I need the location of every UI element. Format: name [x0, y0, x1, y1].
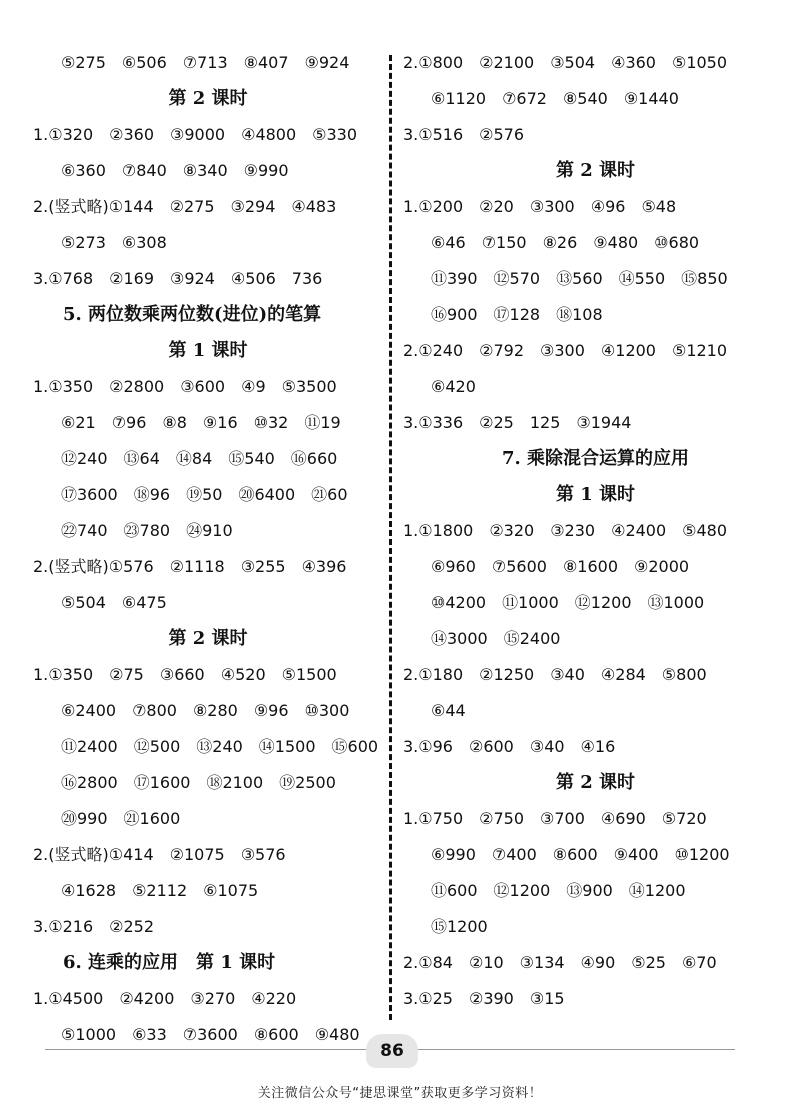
answer-line: ⑥990 ⑦400 ⑧600 ⑨400 ⑩1200	[431, 845, 730, 864]
section-heading: 第 2 课时	[168, 88, 248, 109]
answer-line: ⑥46 ⑦150 ⑧26 ⑨480 ⑩680	[431, 233, 700, 252]
answer-line: 2.①84 ②10 ③134 ④90 ⑤25 ⑥70	[403, 953, 717, 972]
answer-line: 3.①96 ②600 ③40 ④16	[403, 737, 616, 756]
answer-line: 3.①216 ②252	[33, 917, 155, 936]
dashed-divider	[389, 55, 392, 1020]
answer-line: ⑫240 ⑬64 ⑭84 ⑮540 ⑯660	[61, 449, 338, 468]
answer-line: 1.①350 ②2800 ③600 ④9 ⑤3500	[33, 377, 337, 396]
answer-line: ⑤273 ⑥308	[61, 233, 167, 252]
section-heading: 7. 乘除混合运算的应用	[501, 448, 690, 469]
answer-line: ⑥1120 ⑦672 ⑧540 ⑨1440	[431, 89, 679, 108]
answer-line: ⑤1000 ⑥33 ⑦3600 ⑧600 ⑨480	[61, 1025, 360, 1044]
section-heading: 第 2 课时	[168, 628, 248, 649]
answer-line: ⑮1200	[431, 917, 488, 936]
answer-line: 1.①1800 ②320 ③230 ④2400 ⑤480	[403, 521, 728, 540]
answer-line: ⑪390 ⑫570 ⑬560 ⑭550 ⑮850	[431, 269, 728, 288]
section-heading: 第 2 课时	[555, 772, 636, 793]
page-number: 86	[366, 1034, 418, 1068]
section-heading: 第 1 课时	[168, 340, 248, 361]
answer-line: 1.①750 ②750 ③700 ④690 ⑤720	[403, 809, 707, 828]
answer-line: 2.(竖式略)①576 ②1118 ③255 ④396	[33, 557, 347, 576]
answer-line: 1.①350 ②75 ③660 ④520 ⑤1500	[33, 665, 337, 684]
answer-line: ⑪2400 ⑫500 ⑬240 ⑭1500 ⑮600	[61, 737, 379, 756]
answer-line: ⑤275 ⑥506 ⑦713 ⑧407 ⑨924	[61, 53, 350, 72]
answer-line: 2.①240 ②792 ③300 ④1200 ⑤1210	[403, 341, 728, 360]
footer-note: 关注微信公众号“捷思课堂”获取更多学习资料！	[257, 1086, 543, 1101]
answer-line: ⑥960 ⑦5600 ⑧1600 ⑨2000	[431, 557, 690, 576]
answer-line: 1.①200 ②20 ③300 ④96 ⑤48	[403, 197, 677, 216]
answer-line: ④1628 ⑤2112 ⑥1075	[61, 881, 259, 900]
answer-line: ㉒740 ㉓780 ㉔910	[61, 521, 233, 540]
section-heading: 第 2 课时	[555, 160, 636, 181]
answer-line: 1.①320 ②360 ③9000 ④4800 ⑤330	[33, 125, 358, 144]
answer-line: ⑭3000 ⑮2400	[431, 629, 561, 648]
right-column	[403, 45, 788, 1017]
left-column	[33, 45, 383, 1053]
answer-line: 1.①4500 ②4200 ③270 ④220	[33, 989, 297, 1008]
answer-line: ⑥44	[431, 701, 466, 720]
answer-line: ⑩4200 ⑪1000 ⑫1200 ⑬1000	[431, 593, 705, 612]
answer-line: 2.①800 ②2100 ③504 ④360 ⑤1050	[403, 53, 728, 72]
section-heading: 5. 两位数乘两位数(进位)的笔算	[63, 304, 322, 325]
answer-line: 2.(竖式略)①144 ②275 ③294 ④483	[33, 197, 337, 216]
answer-line: ⑥2400 ⑦800 ⑧280 ⑨96 ⑩300	[61, 701, 350, 720]
answer-line: 3.①336 ②25 125 ③1944	[403, 413, 632, 432]
answer-line: 2.①180 ②1250 ③40 ④284 ⑤800	[403, 665, 707, 684]
answer-line: ⑥21 ⑦96 ⑧8 ⑨16 ⑩32 ⑪19	[61, 413, 341, 432]
section-heading: 第 1 课时	[555, 484, 636, 505]
answer-line: 3.①516 ②576	[403, 125, 525, 144]
answer-line: ⑪600 ⑫1200 ⑬900 ⑭1200	[431, 881, 686, 900]
answer-line: ⑳990 ㉑1600	[61, 809, 181, 828]
answer-line: 2.(竖式略)①414 ②1075 ③576	[33, 845, 286, 864]
answer-line: ⑤504 ⑥475	[61, 593, 167, 612]
answer-line: 3.①768 ②169 ③924 ④506 736	[33, 269, 323, 288]
answer-line: 3.①25 ②390 ③15	[403, 989, 565, 1008]
answer-line: ⑯900 ⑰128 ⑱108	[431, 305, 603, 324]
answer-line: ⑰3600 ⑱96 ⑲50 ⑳6400 ㉑60	[61, 485, 348, 504]
answer-line: ⑯2800 ⑰1600 ⑱2100 ⑲2500	[61, 773, 336, 792]
answer-line: ⑥360 ⑦840 ⑧340 ⑨990	[61, 161, 289, 180]
section-heading: 6. 连乘的应用 第 1 课时	[63, 952, 276, 973]
answer-line: ⑥420	[431, 377, 476, 396]
